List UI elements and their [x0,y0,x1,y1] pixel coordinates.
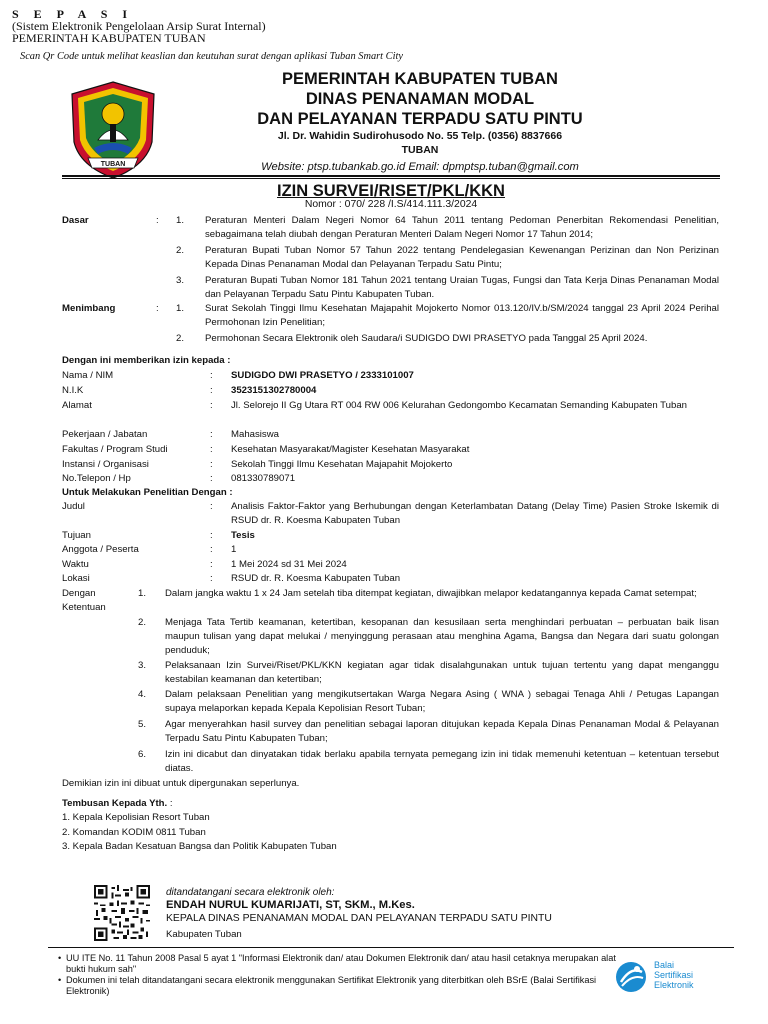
tembusan-item: 3. Kepala Badan Kesatuan Bangsa dan Politik Kabupaten Tuban [62,841,337,852]
field-label: Judul [62,501,85,512]
judul-value: Analisis Faktor-Faktor yang Berhubungan dengan Keterlambatan Datang (Delay Time) Pasien Stroke Iskemik di RSUD dr. R. Koesma Kabupaten Tuban [231,501,719,527]
field-colon: : [210,459,213,470]
field-label: Anggota / Peserta [62,544,139,555]
telepon-value: 081330789071 [231,473,296,484]
field-label: No.Telepon / Hp [62,473,131,484]
bsre-wordmark-line-1: Balai [654,960,675,970]
field-colon: : [210,473,213,484]
ketentuan-item-text: Pelaksanaan Izin Survei/Riset/PKL/KKN kegiatan agar tidak disalahgunakan untuk tujuan tertentu yang dapat menganggu kestabilan keamanan dan ketertiban; [165,660,719,686]
dasar-colon: : [156,215,159,226]
letterhead-address: Jl. Dr. Wahidin Sudirohusodo No. 55 Telp. (0356) 8837666 [277,130,563,142]
dasar-item-text: Peraturan Bupati Tuban Nomor 181 Tahun 2021 tentang Uraian Tugas, Fungsi dan Tata Kerja Dinas Penanaman Modal dan Pelayanan Terpadu Satu Pintu Kabupaten Tuban. [205,275,719,301]
alamat-value: Jl. Selorejo II Gg Utara RT 004 RW 006 Kelurahan Gedongombo Kecamatan Semanding Kabupaten Tuban [231,400,687,411]
ketentuan-item-text: Agar menyerahkan hasil survey dan penelitian sebagai laporan ditujukan kepada Kepala Dinas Penanaman Modal & Pelayanan Terpadu Satu Pintu Kabupaten Tuban; [165,719,719,745]
system-name: S E P A S I [12,7,134,21]
instansi-value: Sekolah Tinggi Ilmu Kesehatan Majapahit Mojokerto [231,459,453,470]
scan-note: Scan Qr Code untuk melihat keaslian dan keutuhan surat dengan aplikasi Tuban Smart City [20,51,403,62]
bsre-wordmark-line-3: Elektronik [654,980,694,990]
field-colon: : [210,429,213,440]
ketentuan-item-number: 1. [138,588,147,599]
field-colon: : [210,530,213,541]
dasar-item-number: 3. [176,275,185,286]
dasar-label: Dasar [62,215,89,226]
tuban-regency-logo [68,80,158,180]
bsre-wordmark-line-2: Sertifikasi [654,970,694,980]
letterhead [180,69,660,175]
system-header [12,8,712,44]
bsre-logo [614,960,724,994]
pekerjaan-value: Mahasiswa [231,429,279,440]
footer-notes [58,953,618,997]
ketentuan-item-text: Dalam jangka waktu 1 x 24 Jam setelah tiba ditempat kegiatan, diwajibkan melapor kedatangannya kepada Camat setempat; [165,588,697,599]
bsre-wordmark [654,960,694,990]
letterhead-line-3: DAN PELAYANAN TERPADU SATU PINTU [257,110,583,128]
nama-value: SUDIGDO DWI PRASETYO / 2333101007 [231,370,414,381]
tembusan-heading-colon: : [167,798,173,809]
menimbang-item-number: 1. [176,303,185,314]
menimbang-item-text: Permohonan Secara Elektronik oleh Saudara/i SUDIGDO DWI PRASETYO pada Tanggal 25 April 2024. [205,333,648,344]
field-label: N.I.K [62,385,84,396]
field-colon: : [210,400,213,411]
signer-region: Kabupaten Tuban [166,929,242,940]
waktu-value: 1 Mei 2024 sd 31 Mei 2024 [231,559,347,570]
ketentuan-item-text: Menjaga Tata Tertib keamanan, ketertiban, kesopanan dan kesusilaan serta menghindari perbuatan – perbuatan baik lisan maupun tulisan yang dapat melukai / menyinggung perasaan atau menghina Agama, Bangsa dan Negara dari suatu golongan penduduk; [165,617,719,657]
ketentuan-item-text: Dalam pelaksaan Penelitian yang mengikutsertakan Warga Negara Asing ( WNA ) sebagai Tenaga Ahli / Petugas Lapangan supaya melaporkan kepada Kepala Kepolisian Resort Tuban; [165,689,719,715]
menimbang-label: Menimbang [62,303,116,314]
tembusan-item: 1. Kepala Kepolisian Resort Tuban [62,812,210,823]
header-government: PEMERINTAH KABUPATEN TUBAN [12,31,206,45]
dasar-item-number: 2. [176,245,185,256]
ketentuan-label-line-1: Dengan [62,588,96,599]
dasar-item-text: Peraturan Bupati Tuban Nomor 57 Tahun 2022 tentang Pendelegasian Kewenangan Perizinan dan Non Perizinan Kepada Dinas Penanaman Modal dan Pelayanan Terpadu Satu Pintu; [205,245,719,271]
letterhead-city: TUBAN [401,144,439,156]
menimbang-item-text: Surat Sekolah Tinggi Ilmu Kesehatan Majapahit Mojokerto Nomor 013.120/IV.b/SM/2024 tanggal 23 April 2024 Perihal Permohonan Izin Penelitian; [205,303,719,329]
field-colon: : [210,385,213,396]
menimbang-colon: : [156,303,159,314]
field-colon: : [210,501,213,512]
lokasi-value: RSUD dr. R. Koesma Kabupaten Tuban [231,573,401,584]
ketentuan-item-number: 5. [138,719,147,730]
dasar-item-number: 1. [176,215,185,226]
document-number: Nomor : 070/ 228 /I.S/414.111.3/2024 [304,199,478,210]
ketentuan-label [62,587,106,615]
signature-block [166,886,686,941]
tujuan-value: Tesis [231,530,255,541]
verification-qr-code[interactable] [94,885,150,941]
dasar-item-text: Peraturan Menteri Dalam Negeri Nomor 64 Tahun 2011 tentang Pedoman Penerbitan Rekomendasi Penelitian, sebagaimana telah diubah dengan Peraturan Menteri Dalam Negeri Nomor 17 Tahun 2014; [205,215,719,241]
letterhead-line-1: PEMERINTAH KABUPATEN TUBAN [282,70,558,88]
field-label: Nama / NIM [62,370,114,381]
document-title: IZIN SURVEI/RISET/PKL/KKN [277,182,505,200]
letterhead-rule [62,175,720,177]
menimbang-item-number: 2. [176,333,185,344]
field-label: Instansi / Organisasi [62,459,149,470]
field-label: Waktu [62,559,89,570]
ketentuan-item-number: 6. [138,749,147,760]
bsre-emblem-icon [614,960,648,994]
field-label: Lokasi [62,573,90,584]
ketentuan-item-number: 3. [138,660,147,671]
field-label: Alamat [62,400,92,411]
letterhead-rule-thin [62,178,720,179]
ketentuan-item-text: Izin ini dicabut dan dinyatakan tidak berlaku apabila ternyata pemegang izin ini tidak memenuhi ketentuan – ketentuan tersebut diatas. [165,749,719,775]
field-colon: : [210,544,213,555]
field-label: Fakultas / Program Studi [62,444,168,455]
svg-text:TUBAN: TUBAN [100,161,126,168]
grantee-heading: Dengan ini memberikan izin kepada : [62,355,231,366]
nik-value: 3523151302780004 [231,385,317,396]
system-description: (Sistem Elektronik Pengelolaan Arsip Surat Internal) [12,19,266,33]
field-colon: : [210,370,213,381]
signature-note: ditandatangani secara elektronik oleh: [166,887,335,898]
fakultas-value: Kesehatan Masyarakat/Magister Kesehatan Masyarakat [231,444,470,455]
field-label: Pekerjaan / Jabatan [62,429,148,440]
footer-note-bsre: • Dokumen ini telah ditandatangani secara elektronik menggunakan Sertifikat Elektronik yang diterbitkan oleh BSrE (Balai Sertifikasi Elektronik) [58,975,618,997]
field-colon: : [210,559,213,570]
ketentuan-label-line-2: Ketentuan [62,602,106,614]
signer-position: KEPALA DINAS PENANAMAN MODAL DAN PELAYANAN TERPADU SATU PINTU [166,913,552,924]
tembusan-heading [62,797,173,811]
field-colon: : [210,444,213,455]
tembusan-heading-text: Tembusan Kepada Yth. [62,798,168,809]
ketentuan-item-number: 4. [138,689,147,700]
field-label: Tujuan [62,530,91,541]
footer-note-ite: • UU ITE No. 11 Tahun 2008 Pasal 5 ayat 1 "Informasi Elektronik dan/ atau Dokumen Elektronik dan/ atau hasil cetaknya merupakan alat bukti hukum sah" [58,953,618,975]
letterhead-line-2: DINAS PENANAMAN MODAL [305,90,535,108]
signer-name: ENDAH NURUL KUMARIJATI, ST, SKM., M.Kes. [166,899,415,911]
letterhead-website: Website: ptsp.tubankab.go.id Email: dpmptsp.tuban@gmail.com [261,161,579,173]
ketentuan-item-number: 2. [138,617,147,628]
tembusan-item: 2. Komandan KODIM 0811 Tuban [62,827,206,838]
footer-divider [48,947,734,948]
closing-text: Demikian izin ini dibuat untuk dipergunakan seperlunya. [62,778,300,789]
field-colon: : [210,573,213,584]
anggota-value: 1 [231,544,237,555]
research-heading: Untuk Melakukan Penelitian Dengan : [62,487,233,498]
